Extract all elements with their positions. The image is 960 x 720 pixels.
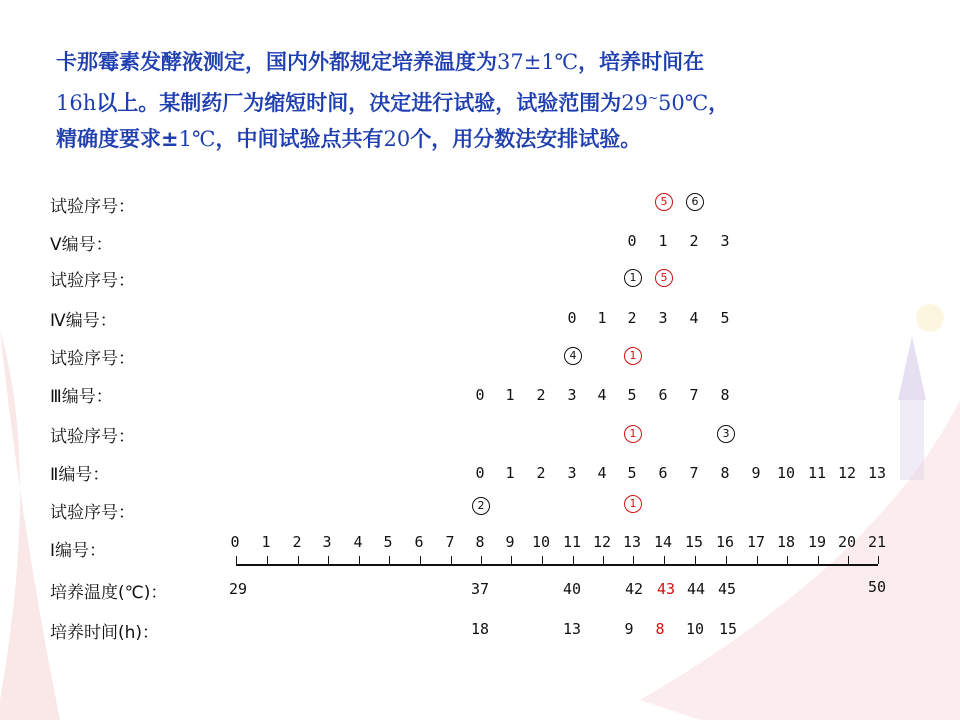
i-number: 8 xyxy=(475,533,485,551)
i-number: 1 xyxy=(261,533,271,551)
trial-seq-marker: 1 xyxy=(624,495,642,513)
axis-tick xyxy=(389,556,390,564)
axis-tick xyxy=(236,556,237,564)
number-line xyxy=(236,564,878,566)
ii-number: 11 xyxy=(807,464,827,482)
label-seq-iv: 试验序号： xyxy=(50,271,135,291)
trial-seq-marker: 5 xyxy=(655,193,673,211)
iv-number: 5 xyxy=(720,309,730,327)
temperature-value: 50 xyxy=(867,578,887,596)
i-number: 11 xyxy=(562,533,582,551)
ii-number: 0 xyxy=(475,464,485,482)
iv-number: 4 xyxy=(689,309,699,327)
label-ii: Ⅱ编号： xyxy=(50,465,110,485)
temperature-value: 45 xyxy=(717,580,737,598)
i-number: 13 xyxy=(622,533,642,551)
statement-line-3: 精确度要求±1℃，中间试验点共有20个，用分数法安排试验。 xyxy=(56,127,642,151)
ii-number: 7 xyxy=(689,464,699,482)
trial-seq-marker: 1 xyxy=(624,347,642,365)
ii-number: 2 xyxy=(536,464,546,482)
trial-seq-marker: 5 xyxy=(655,269,673,287)
label-iii: Ⅲ编号： xyxy=(50,387,113,407)
i-number: 2 xyxy=(292,533,302,551)
i-number: 20 xyxy=(837,533,857,551)
ii-number: 9 xyxy=(751,464,761,482)
label-iv: Ⅳ编号： xyxy=(50,311,117,331)
trial-seq-marker: 4 xyxy=(564,347,582,365)
label-seq-v: 试验序号： xyxy=(50,197,135,217)
i-number: 19 xyxy=(807,533,827,551)
iii-number: 0 xyxy=(475,386,485,404)
label-seq-iii: 试验序号： xyxy=(50,349,135,369)
temperature-value: 40 xyxy=(562,580,582,598)
temperature-value-optimal: 43 xyxy=(656,580,676,598)
axis-tick xyxy=(511,556,512,564)
v-number: 1 xyxy=(658,232,668,250)
i-number: 16 xyxy=(715,533,735,551)
axis-tick xyxy=(757,556,758,564)
iii-number: 4 xyxy=(597,386,607,404)
axis-tick xyxy=(267,556,268,564)
iii-number: 3 xyxy=(567,386,577,404)
time-value: 10 xyxy=(685,620,705,638)
ii-number: 12 xyxy=(837,464,857,482)
i-number: 4 xyxy=(353,533,363,551)
time-value: 18 xyxy=(470,620,490,638)
iv-number: 3 xyxy=(658,309,668,327)
statement-line-1: 卡那霉素发酵液测定，国内外都规定培养温度为37±1℃，培养时间在 xyxy=(56,50,705,74)
i-number: 14 xyxy=(653,533,673,551)
iii-number: 5 xyxy=(627,386,637,404)
time-value-optimal: 8 xyxy=(655,620,665,638)
ii-number: 10 xyxy=(776,464,796,482)
i-number: 15 xyxy=(684,533,704,551)
iv-number: 1 xyxy=(597,309,607,327)
statement-line-2: 16h以上。某制药厂为缩短时间，决定进行试验，试验范围为29~50℃， xyxy=(56,91,730,115)
iv-number: 0 xyxy=(567,309,577,327)
ii-number: 13 xyxy=(867,464,887,482)
axis-tick xyxy=(878,556,879,564)
axis-tick xyxy=(573,556,574,564)
i-number: 0 xyxy=(230,533,240,551)
axis-tick xyxy=(848,556,849,564)
v-number: 3 xyxy=(720,232,730,250)
axis-tick xyxy=(787,556,788,564)
iv-number: 2 xyxy=(627,309,637,327)
problem-statement xyxy=(56,44,916,157)
ii-number: 5 xyxy=(627,464,637,482)
i-number: 5 xyxy=(383,533,393,551)
i-number: 18 xyxy=(776,533,796,551)
i-number: 12 xyxy=(592,533,612,551)
i-number: 6 xyxy=(414,533,424,551)
axis-tick xyxy=(695,556,696,564)
ii-number: 8 xyxy=(720,464,730,482)
label-time: 培养时间(h)： xyxy=(50,623,160,643)
i-number: 3 xyxy=(322,533,332,551)
ii-number: 6 xyxy=(658,464,668,482)
iii-number: 6 xyxy=(658,386,668,404)
axis-tick xyxy=(328,556,329,564)
axis-tick xyxy=(359,556,360,564)
label-v: Ⅴ编号： xyxy=(50,235,113,255)
trial-seq-marker: 6 xyxy=(686,193,704,211)
i-number: 21 xyxy=(867,533,887,551)
iii-number: 1 xyxy=(505,386,515,404)
time-value: 9 xyxy=(624,620,634,638)
ii-number: 3 xyxy=(567,464,577,482)
axis-tick xyxy=(603,556,604,564)
trial-seq-marker: 3 xyxy=(717,425,735,443)
label-seq-ii: 试验序号： xyxy=(50,427,135,447)
label-temperature: 培养温度(℃)： xyxy=(50,583,168,603)
axis-tick xyxy=(633,556,634,564)
trial-seq-marker: 2 xyxy=(472,497,490,515)
axis-tick xyxy=(664,556,665,564)
label-i: Ⅰ编号： xyxy=(50,541,107,561)
temperature-value: 29 xyxy=(228,580,248,598)
i-number: 7 xyxy=(445,533,455,551)
i-number: 9 xyxy=(505,533,515,551)
ii-number: 4 xyxy=(597,464,607,482)
iii-number: 7 xyxy=(689,386,699,404)
v-number: 2 xyxy=(689,232,699,250)
temperature-value: 42 xyxy=(624,580,644,598)
temperature-value: 37 xyxy=(470,580,490,598)
v-number: 0 xyxy=(627,232,637,250)
ii-number: 1 xyxy=(505,464,515,482)
axis-tick xyxy=(542,556,543,564)
time-value: 13 xyxy=(562,620,582,638)
time-value: 15 xyxy=(718,620,738,638)
axis-tick xyxy=(298,556,299,564)
temperature-value: 44 xyxy=(686,580,706,598)
axis-tick xyxy=(481,556,482,564)
axis-tick xyxy=(818,556,819,564)
label-seq-i: 试验序号： xyxy=(50,503,135,523)
iii-number: 8 xyxy=(720,386,730,404)
iii-number: 2 xyxy=(536,386,546,404)
i-number: 10 xyxy=(531,533,551,551)
axis-tick xyxy=(420,556,421,564)
trial-seq-marker: 1 xyxy=(624,425,642,443)
axis-tick xyxy=(726,556,727,564)
i-number: 17 xyxy=(746,533,766,551)
trial-seq-marker: 1 xyxy=(624,269,642,287)
axis-tick xyxy=(451,556,452,564)
